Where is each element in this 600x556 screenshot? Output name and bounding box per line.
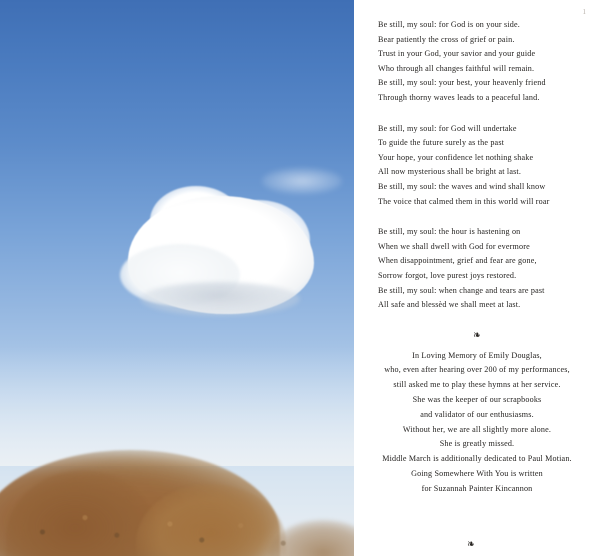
hymn-stanza	[378, 122, 588, 210]
cloud-wisp	[262, 168, 342, 194]
dedication-line: Going Somewhere With You is written	[411, 469, 543, 479]
dedication-line: who, even after hearing over 200 of my performances,	[384, 365, 570, 375]
hymn-line: Be still, my soul: for God will undertake	[378, 123, 517, 133]
text-page	[354, 0, 600, 556]
text-body	[354, 18, 600, 497]
dedication-block	[378, 349, 588, 497]
hymn-line: Be still, my soul: when change and tears are past	[378, 285, 545, 295]
leaf-ornament-bottom-glyph: ❧	[467, 536, 475, 551]
hymn-line: Be still, my soul: your best, your heavenly friend	[378, 78, 546, 88]
hymn-line: Trust in your God, your savior and your guide	[378, 49, 536, 59]
dedication-line: for Suzannah Painter Kincannon	[421, 483, 533, 493]
hymn-line: Be still, my soul: for God is on your side.	[378, 20, 520, 29]
leaf-ornament-icon	[378, 329, 588, 341]
hymn-line: To guide the future surely as the past	[378, 138, 505, 148]
page-corner-mark: 1	[582, 8, 586, 16]
hymn-line: Be still, my soul: the hour is hastening on	[378, 227, 521, 237]
dedication-line: Without her, we are all slightly more alone.	[402, 424, 552, 434]
hymn-line: Your hope, your confidence let nothing shake	[378, 152, 534, 162]
hymn-line: When we shall dwell with God for evermore	[378, 241, 530, 251]
foliage-texture	[0, 476, 354, 556]
dedication-line: Middle March is additionally dedicated to Paul Motian.	[382, 454, 572, 464]
horizon-haze	[0, 346, 354, 466]
hymn-line: All safe and blessèd we shall meet at last.	[378, 300, 521, 310]
leaf-ornament-glyph: ❧	[473, 327, 481, 342]
hymn-stanza	[378, 18, 588, 106]
dedication-line: and validator of our enthusiasms.	[420, 409, 534, 419]
hymn-line: Be still, my soul: the waves and wind shall know	[378, 181, 546, 191]
hymn-line: Who through all changes faithful will remain.	[378, 63, 535, 73]
hymn-line: All now mysterious shall be bright at last.	[378, 167, 522, 177]
hymn-line: Sorrow forgot, love purest joys restored.	[378, 270, 517, 280]
dedication-line: still asked me to play these hymns at her service.	[393, 380, 561, 390]
dedication-line: She was the keeper of our scrapbooks	[412, 395, 542, 405]
cloud-shadow	[140, 282, 300, 316]
dedication-line: In Loving Memory of Emily Douglas,	[412, 350, 542, 360]
leaf-ornament-bottom-icon	[354, 536, 600, 551]
hymn-line: Bear patiently the cross of grief or pain.	[378, 34, 515, 44]
hymn-stanza	[378, 225, 588, 313]
hymn-line: Through thorny waves leads to a peaceful land.	[378, 92, 540, 102]
dedication-line: She is greatly missed.	[439, 439, 515, 449]
hymn-line: The voice that calmed them in this world will roar	[378, 196, 550, 206]
hymn-line: When disappointment, grief and fear are gone,	[378, 256, 537, 266]
